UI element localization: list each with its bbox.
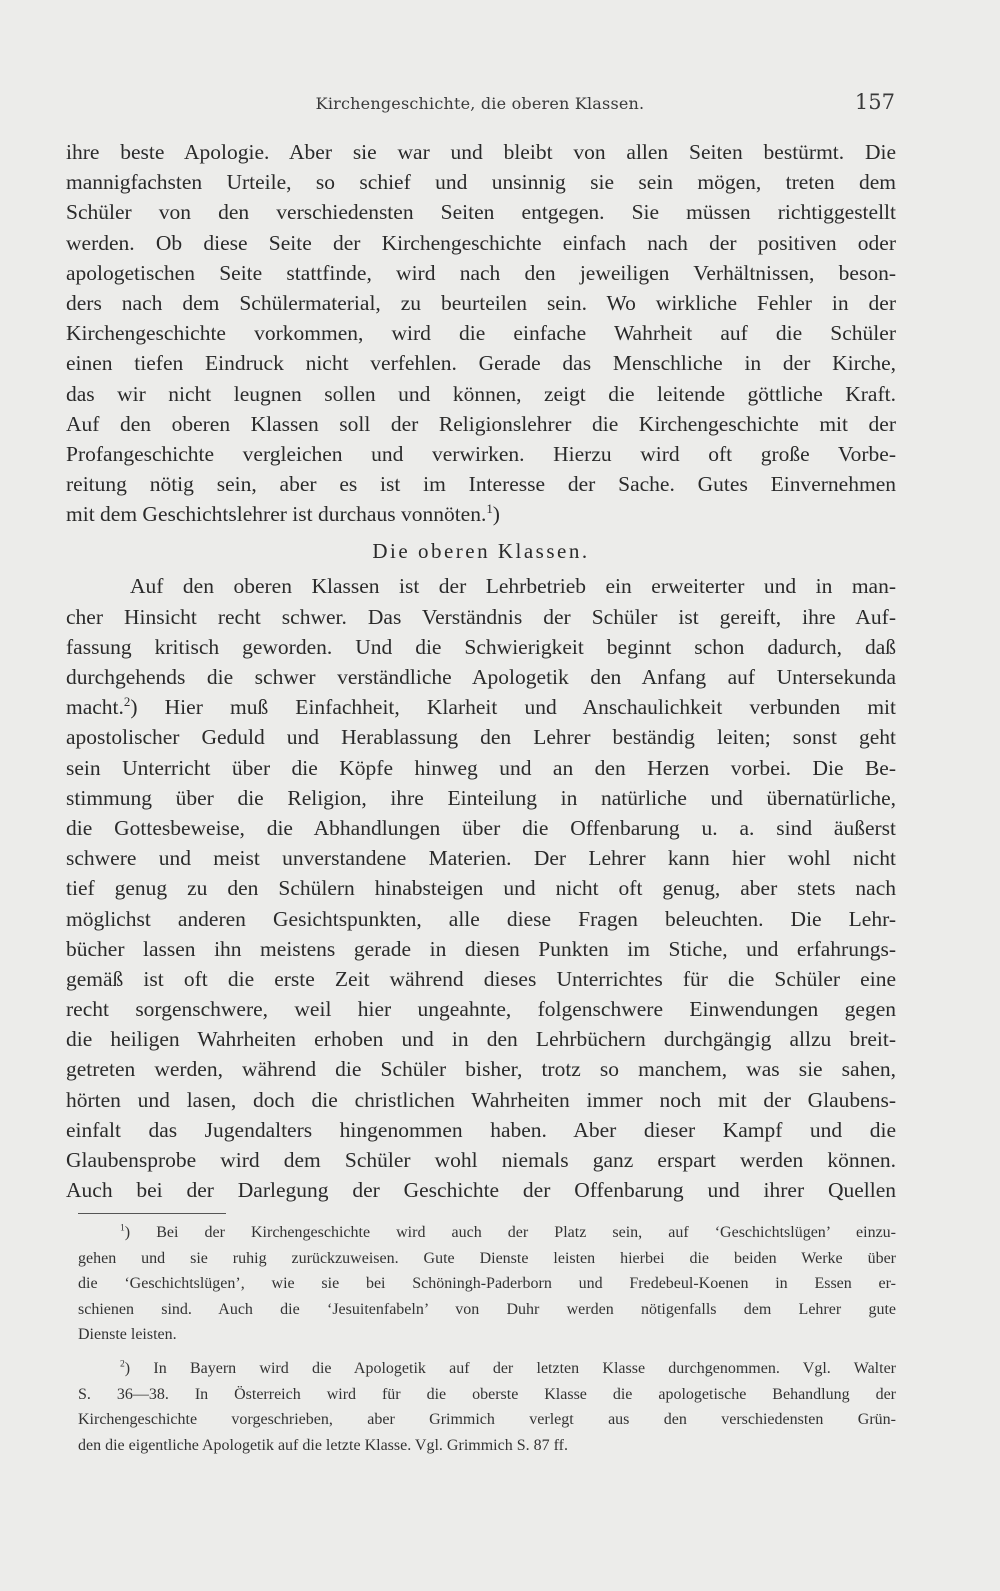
- text-fragment: ): [492, 502, 500, 527]
- text-line: reitung nötig sein, aber es ist im Interesse der Sache. Gutes Einvernehmen: [66, 472, 896, 497]
- text-fragment: ) Hier muß Einfachheit, Klarheit und Anschaulichkeit verbunden mit: [130, 695, 896, 720]
- text-line: einfalt das Jugendalters hingenommen haben. Aber dieser Kampf und die: [66, 1117, 896, 1142]
- footnote-1: [78, 1220, 896, 1348]
- text-line: schwere und meist unverstandene Materien. Der Lehrer kann hier wohl nicht: [66, 846, 896, 871]
- text-fragment: ) Bei der Kirchengeschichte wird auch der Platz sein, auf ‘Geschichtslügen’ einzu-: [124, 1224, 896, 1241]
- text-line: Schüler von den verschiedensten Seiten entgegen. Sie müssen richtiggestellt: [66, 200, 896, 225]
- text-line: ihre beste Apologie. Aber sie war und bleibt von allen Seiten bestürmt. Die: [66, 140, 896, 164]
- text-line: Auch bei der Darlegung der Geschichte der Offenbarung und ihrer Quellen: [66, 1178, 896, 1203]
- text-line: Profangeschichte vergleichen und verwirken. Hierzu wird oft große Vorbe-: [66, 441, 896, 466]
- footnote-line: [78, 1356, 896, 1382]
- text-line: Auf den oberen Klassen ist der Lehrbetrieb ein erweiterter und in man-: [130, 574, 896, 599]
- footnote-marker: 1: [120, 1222, 125, 1234]
- text-line: getreten werden, während die Schüler bisher, trotz so manchem, was sie sahen,: [66, 1057, 896, 1082]
- text-line: ders nach dem Schülermaterial, zu beurteilen sein. Wo wirkliche Fehler in der: [66, 290, 896, 315]
- footnote-rule: [78, 1213, 226, 1214]
- text-line: [66, 692, 896, 722]
- text-line: apostolischer Geduld und Herablassung den Lehrer beständig leiten; sonst geht: [66, 725, 896, 750]
- text-line: recht sorgenschwere, weil hier ungeahnte, folgenschwere Einwendungen gegen: [66, 997, 896, 1022]
- text-line: das wir nicht leugnen sollen und können, zeigt die leitende göttliche Kraft.: [66, 381, 896, 406]
- text-line: fassung kritisch geworden. Und die Schwierigkeit beginnt schon dadurch, daß: [66, 634, 896, 659]
- text-fragment: mit dem Geschichtslehrer ist durchaus vonnöten.: [66, 502, 487, 527]
- running-head: Kirchengeschichte, die oberen Klassen.: [315, 94, 645, 113]
- footnote-line: den die eigentliche Apologetik auf die letzte Klasse. Vgl. Grimmich S. 87 ff.: [78, 1436, 568, 1454]
- text-line: sein Unterricht über die Köpfe hinweg und an den Herzen vorbei. Die Be-: [66, 755, 896, 780]
- footnotes: [78, 1220, 896, 1458]
- text-line: Kirchengeschichte vorkommen, wird die einfache Wahrheit auf die Schüler: [66, 321, 896, 346]
- footnote-line: die ‘Geschichtslügen’, wie sie bei Schöningh-Paderborn und Fredebeul-Koenen in Essen er-: [78, 1275, 896, 1293]
- text-line: die heiligen Wahrheiten erhoben und in den Lehrbüchern durchgängig allzu breit-: [66, 1027, 896, 1052]
- text-line: bücher lassen ihn meistens gerade in diesen Punkten im Stiche, und erfahrungs-: [66, 936, 896, 961]
- footnote-line: S. 36—38. In Österreich wird für die oberste Klasse die apologetische Behandlung der: [78, 1385, 896, 1403]
- text-line: cher Hinsicht recht schwer. Das Verständnis der Schüler ist gereift, ihre Auf-: [66, 604, 896, 629]
- text-line: einen tiefen Eindruck nicht verfehlen. Gerade das Menschliche in der Kirche,: [66, 351, 896, 376]
- text-line: mannigfachsten Urteile, so schief und unsinnig sie sein mögen, treten dem: [66, 170, 896, 195]
- text-line: hörten und lasen, doch die christlichen Wahrheiten immer noch mit der Glaubens-: [66, 1087, 896, 1112]
- footnote-line: gehen und sie ruhig zurückzuweisen. Gute Dienste leisten hierbei die beiden Werke über: [78, 1249, 896, 1267]
- page-number: 157: [854, 90, 895, 114]
- text-line: apologetischen Seite stattfinde, wird nach den jeweiligen Verhältnissen, beson-: [66, 260, 896, 285]
- text-line: Glaubensprobe wird dem Schüler wohl niemals ganz erspart werden können.: [66, 1148, 896, 1172]
- footnote-2: [78, 1356, 896, 1458]
- text-line: [66, 499, 896, 529]
- section-heading: Die oberen Klassen.: [372, 539, 590, 564]
- text-fragment: ) In Bayern wird die Apologetik auf der letzten Klasse durchgenommen. Vgl. Walter: [124, 1359, 896, 1377]
- text-line: tief genug zu den Schülern hinabsteigen und nicht oft genug, aber stets nach: [66, 876, 896, 901]
- body-text: [66, 137, 896, 1205]
- footnote-line: Kirchengeschichte vorgeschrieben, aber Grimmich verlegt aus den verschiedensten Grün-: [78, 1411, 896, 1429]
- paragraph-2: [66, 571, 896, 1205]
- footnote-ref-1: 1: [486, 502, 493, 517]
- text-line: werden. Ob diese Seite der Kirchengeschichte einfach nach der positiven oder: [66, 230, 896, 255]
- text-line: gemäß ist oft die erste Zeit während dieses Unterrichtes für die Schüler eine: [66, 966, 896, 991]
- text-line: Auf den oberen Klassen soll der Religionslehrer die Kirchengeschichte mit der: [66, 411, 896, 436]
- footnote-marker: 2: [120, 1358, 125, 1370]
- text-line: durchgehends die schwer verständliche Apologetik den Anfang auf Untersekunda: [66, 665, 896, 689]
- text-line: möglichst anderen Gesichtspunkten, alle diese Fragen beleuchten. Die Lehr-: [66, 906, 896, 931]
- paragraph-1: [66, 137, 896, 529]
- footnote-line: schienen sind. Auch die ‘Jesuitenfabeln’ von Duhr werden nötigenfalls dem Lehrer gute: [78, 1300, 896, 1318]
- text-line: die Gottesbeweise, die Abhandlungen über die Offenbarung u. a. sind äußerst: [66, 815, 896, 840]
- text-fragment: macht.: [66, 695, 124, 720]
- text-line: stimmung über die Religion, ihre Einteilung in natürliche und übernatürliche,: [66, 785, 896, 810]
- footnote-line: Dienste leisten.: [78, 1326, 177, 1344]
- footnote-line: [78, 1220, 896, 1246]
- page-header: [65, 90, 895, 120]
- footnote-ref-2: 2: [123, 695, 131, 710]
